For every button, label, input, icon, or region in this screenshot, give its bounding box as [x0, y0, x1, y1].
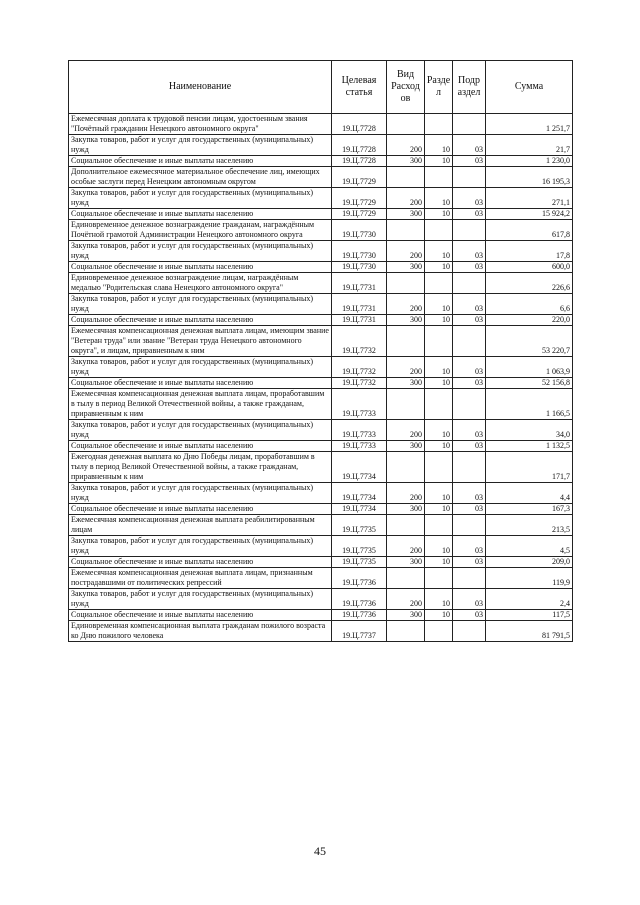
cell-subsection: 03: [453, 294, 486, 315]
table-row: [69, 536, 573, 557]
cell-expense-type: [387, 621, 425, 642]
cell-sum: 1 251,7: [486, 114, 573, 135]
cell-subsection: [453, 220, 486, 241]
cell-sum: 1 063,9: [486, 357, 573, 378]
cell-subsection: [453, 326, 486, 357]
table-row: [69, 114, 573, 135]
cell-expense-type: [387, 389, 425, 420]
cell-sum: 4,5: [486, 536, 573, 557]
cell-subsection: [453, 621, 486, 642]
cell-name: Социальное обеспечение и иные выплаты населению: [69, 378, 332, 389]
cell-target-code: 19.Ц.7730: [332, 262, 387, 273]
cell-sum: 53 220,7: [486, 326, 573, 357]
cell-section: 10: [425, 536, 453, 557]
cell-expense-type: [387, 220, 425, 241]
cell-expense-type: 200: [387, 589, 425, 610]
cell-section: 10: [425, 610, 453, 621]
cell-sum: 16 195,3: [486, 167, 573, 188]
cell-name: Закупка товаров, работ и услуг для государственных (муниципальных) нужд: [69, 483, 332, 504]
cell-target-code: 19.Ц.7734: [332, 452, 387, 483]
table-row: [69, 326, 573, 357]
cell-sum: 1 132,5: [486, 441, 573, 452]
cell-name: Единовременное денежное вознаграждение лицам, награждённым медалью "Родительская слава Ненецкого автономного округа": [69, 273, 332, 294]
cell-sum: 171,7: [486, 452, 573, 483]
cell-target-code: 19.Ц.7728: [332, 135, 387, 156]
table-row: [69, 273, 573, 294]
cell-expense-type: 200: [387, 483, 425, 504]
cell-target-code: 19.Ц.7728: [332, 114, 387, 135]
cell-section: [425, 621, 453, 642]
header-sum: Сумма: [486, 61, 573, 114]
cell-subsection: 03: [453, 188, 486, 209]
cell-expense-type: 200: [387, 294, 425, 315]
table-row: [69, 589, 573, 610]
cell-subsection: 03: [453, 557, 486, 568]
table-row: [69, 188, 573, 209]
cell-name: Социальное обеспечение и иные выплаты населению: [69, 504, 332, 515]
cell-name: Социальное обеспечение и иные выплаты населению: [69, 156, 332, 167]
table-row: [69, 167, 573, 188]
cell-section: 10: [425, 262, 453, 273]
cell-sum: 34,0: [486, 420, 573, 441]
cell-target-code: 19.Ц.7732: [332, 357, 387, 378]
table-row: [69, 262, 573, 273]
cell-subsection: 03: [453, 156, 486, 167]
table-row: [69, 483, 573, 504]
cell-name: Социальное обеспечение и иные выплаты населению: [69, 315, 332, 326]
cell-name: Ежемесячная компенсационная денежная выплата лицам, проработавшим в тылу в период Великой Отечественной войны, а также гражданам, приравненным к ним: [69, 389, 332, 420]
cell-expense-type: [387, 114, 425, 135]
cell-expense-type: 200: [387, 536, 425, 557]
cell-section: [425, 220, 453, 241]
cell-subsection: 03: [453, 209, 486, 220]
table-row: [69, 452, 573, 483]
cell-sum: 617,8: [486, 220, 573, 241]
cell-target-code: 19.Ц.7730: [332, 220, 387, 241]
cell-name: Закупка товаров, работ и услуг для государственных (муниципальных) нужд: [69, 188, 332, 209]
cell-name: Социальное обеспечение и иные выплаты населению: [69, 209, 332, 220]
header-name: Наименование: [69, 61, 332, 114]
cell-sum: 52 156,8: [486, 378, 573, 389]
cell-name: Закупка товаров, работ и услуг для государственных (муниципальных) нужд: [69, 420, 332, 441]
cell-expense-type: [387, 568, 425, 589]
cell-subsection: [453, 389, 486, 420]
cell-section: 10: [425, 441, 453, 452]
cell-sum: 226,6: [486, 273, 573, 294]
cell-section: [425, 167, 453, 188]
cell-section: 10: [425, 156, 453, 167]
cell-subsection: 03: [453, 315, 486, 326]
cell-subsection: [453, 167, 486, 188]
cell-section: [425, 389, 453, 420]
cell-target-code: 19.Ц.7729: [332, 167, 387, 188]
table-row: [69, 420, 573, 441]
cell-subsection: 03: [453, 441, 486, 452]
cell-section: 10: [425, 294, 453, 315]
table-row: [69, 441, 573, 452]
cell-target-code: 19.Ц.7737: [332, 621, 387, 642]
cell-section: 10: [425, 589, 453, 610]
cell-section: 10: [425, 504, 453, 515]
header-code: Целевая статья: [332, 61, 387, 114]
cell-name: Ежемесячная компенсационная денежная выплата лицам, имеющим звание "Ветеран труда" или звание "Ветеран труда Ненецкого автономного округа", и лицам, приравненным к ним: [69, 326, 332, 357]
cell-target-code: 19.Ц.7735: [332, 536, 387, 557]
cell-name: Ежегодная денежная выплата ко Дню Победы лицам, проработавшим в тылу в период Великой Отечественной войны, а также гражданам, приравненным к ним: [69, 452, 332, 483]
cell-expense-type: 200: [387, 188, 425, 209]
cell-target-code: 19.Ц.7734: [332, 504, 387, 515]
cell-expense-type: 300: [387, 209, 425, 220]
cell-subsection: 03: [453, 378, 486, 389]
cell-section: 10: [425, 209, 453, 220]
cell-target-code: 19.Ц.7731: [332, 315, 387, 326]
cell-name: Дополнительное ежемесячное материальное обеспечение лиц, имеющих особые заслуги перед Ненецким автономным округом: [69, 167, 332, 188]
table-row: [69, 315, 573, 326]
table-row: [69, 557, 573, 568]
cell-section: 10: [425, 357, 453, 378]
cell-expense-type: 300: [387, 315, 425, 326]
header-razd: Разде л: [425, 61, 453, 114]
cell-target-code: 19.Ц.7731: [332, 273, 387, 294]
cell-sum: 17,8: [486, 241, 573, 262]
cell-subsection: [453, 568, 486, 589]
cell-section: 10: [425, 315, 453, 326]
cell-target-code: 19.Ц.7732: [332, 378, 387, 389]
cell-sum: 213,5: [486, 515, 573, 536]
cell-section: 10: [425, 378, 453, 389]
table-row: [69, 294, 573, 315]
cell-subsection: 03: [453, 483, 486, 504]
cell-sum: 2,4: [486, 589, 573, 610]
cell-expense-type: 300: [387, 378, 425, 389]
cell-target-code: 19.Ц.7733: [332, 389, 387, 420]
table-row: [69, 610, 573, 621]
cell-subsection: 03: [453, 135, 486, 156]
cell-subsection: 03: [453, 262, 486, 273]
cell-sum: 167,3: [486, 504, 573, 515]
table-row: [69, 135, 573, 156]
table-row: [69, 241, 573, 262]
cell-subsection: 03: [453, 504, 486, 515]
cell-name: Социальное обеспечение и иные выплаты населению: [69, 557, 332, 568]
cell-subsection: [453, 114, 486, 135]
cell-expense-type: [387, 326, 425, 357]
cell-expense-type: 300: [387, 610, 425, 621]
cell-target-code: 19.Ц.7733: [332, 420, 387, 441]
cell-subsection: 03: [453, 610, 486, 621]
cell-sum: 4,4: [486, 483, 573, 504]
cell-section: 10: [425, 135, 453, 156]
cell-name: Ежемесячная компенсационная денежная выплата реабилитированным лицам: [69, 515, 332, 536]
table-row: [69, 209, 573, 220]
cell-subsection: 03: [453, 241, 486, 262]
table-row: [69, 389, 573, 420]
cell-subsection: 03: [453, 357, 486, 378]
cell-name: Закупка товаров, работ и услуг для государственных (муниципальных) нужд: [69, 241, 332, 262]
cell-target-code: 19.Ц.7735: [332, 557, 387, 568]
cell-sum: 119,9: [486, 568, 573, 589]
cell-name: Ежемесячная доплата к трудовой пенсии лицам, удостоенным звания "Почётный гражданин Ненецкого автономного округа": [69, 114, 332, 135]
cell-name: Закупка товаров, работ и услуг для государственных (муниципальных) нужд: [69, 536, 332, 557]
cell-expense-type: 300: [387, 441, 425, 452]
cell-target-code: 19.Ц.7731: [332, 294, 387, 315]
cell-subsection: [453, 515, 486, 536]
cell-section: [425, 568, 453, 589]
cell-name: Ежемесячная компенсационная денежная выплата лицам, признанным пострадавшими от политических репрессий: [69, 568, 332, 589]
cell-section: 10: [425, 188, 453, 209]
cell-target-code: 19.Ц.7736: [332, 568, 387, 589]
table-row: [69, 220, 573, 241]
header-vid: Вид Расход ов: [387, 61, 425, 114]
cell-expense-type: 200: [387, 420, 425, 441]
cell-section: 10: [425, 241, 453, 262]
cell-target-code: 19.Ц.7734: [332, 483, 387, 504]
table-row: [69, 504, 573, 515]
cell-expense-type: 300: [387, 156, 425, 167]
cell-expense-type: 300: [387, 504, 425, 515]
cell-subsection: 03: [453, 589, 486, 610]
cell-sum: 209,0: [486, 557, 573, 568]
header-podr: Подр аздел: [453, 61, 486, 114]
cell-sum: 81 791,5: [486, 621, 573, 642]
cell-target-code: 19.Ц.7736: [332, 610, 387, 621]
cell-expense-type: [387, 273, 425, 294]
table-row: [69, 621, 573, 642]
cell-name: Социальное обеспечение и иные выплаты населению: [69, 262, 332, 273]
cell-section: 10: [425, 483, 453, 504]
table-row: [69, 378, 573, 389]
cell-subsection: 03: [453, 420, 486, 441]
cell-subsection: [453, 273, 486, 294]
table-row: [69, 515, 573, 536]
cell-expense-type: 300: [387, 262, 425, 273]
cell-sum: 271,1: [486, 188, 573, 209]
cell-target-code: 19.Ц.7732: [332, 326, 387, 357]
cell-name: Социальное обеспечение и иные выплаты населению: [69, 441, 332, 452]
cell-section: [425, 452, 453, 483]
cell-section: [425, 114, 453, 135]
cell-expense-type: [387, 167, 425, 188]
cell-section: 10: [425, 557, 453, 568]
cell-target-code: 19.Ц.7736: [332, 589, 387, 610]
header-row: [69, 61, 573, 114]
cell-sum: 220,0: [486, 315, 573, 326]
cell-target-code: 19.Ц.7730: [332, 241, 387, 262]
cell-subsection: 03: [453, 536, 486, 557]
cell-section: [425, 273, 453, 294]
cell-expense-type: 200: [387, 357, 425, 378]
table-row: [69, 568, 573, 589]
cell-target-code: 19.Ц.7735: [332, 515, 387, 536]
cell-sum: 600,0: [486, 262, 573, 273]
budget-table: [68, 60, 573, 642]
cell-sum: 15 924,2: [486, 209, 573, 220]
cell-expense-type: 200: [387, 241, 425, 262]
table-row: [69, 357, 573, 378]
cell-target-code: 19.Ц.7729: [332, 209, 387, 220]
cell-expense-type: 200: [387, 135, 425, 156]
cell-expense-type: 300: [387, 557, 425, 568]
cell-section: 10: [425, 420, 453, 441]
page-number: 45: [314, 844, 326, 858]
cell-section: [425, 515, 453, 536]
cell-target-code: 19.Ц.7729: [332, 188, 387, 209]
cell-sum: 117,5: [486, 610, 573, 621]
cell-expense-type: [387, 515, 425, 536]
cell-name: Закупка товаров, работ и услуг для государственных (муниципальных) нужд: [69, 357, 332, 378]
cell-name: Закупка товаров, работ и услуг для государственных (муниципальных) нужд: [69, 294, 332, 315]
cell-target-code: 19.Ц.7728: [332, 156, 387, 167]
table-body: [69, 114, 573, 642]
cell-name: Единовременная компенсационная выплата гражданам пожилого возраста ко Дню пожилого человека: [69, 621, 332, 642]
cell-name: Закупка товаров, работ и услуг для государственных (муниципальных) нужд: [69, 589, 332, 610]
cell-name: Единовременное денежное вознаграждение гражданам, награждённым Почётной грамотой Администрации Ненецкого автономного округа: [69, 220, 332, 241]
cell-sum: 6,6: [486, 294, 573, 315]
cell-section: [425, 326, 453, 357]
cell-sum: 1 166,5: [486, 389, 573, 420]
cell-name: Закупка товаров, работ и услуг для государственных (муниципальных) нужд: [69, 135, 332, 156]
cell-subsection: [453, 452, 486, 483]
cell-target-code: 19.Ц.7733: [332, 441, 387, 452]
cell-sum: 21,7: [486, 135, 573, 156]
table-row: [69, 156, 573, 167]
cell-name: Социальное обеспечение и иные выплаты населению: [69, 610, 332, 621]
cell-sum: 1 230,0: [486, 156, 573, 167]
cell-expense-type: [387, 452, 425, 483]
